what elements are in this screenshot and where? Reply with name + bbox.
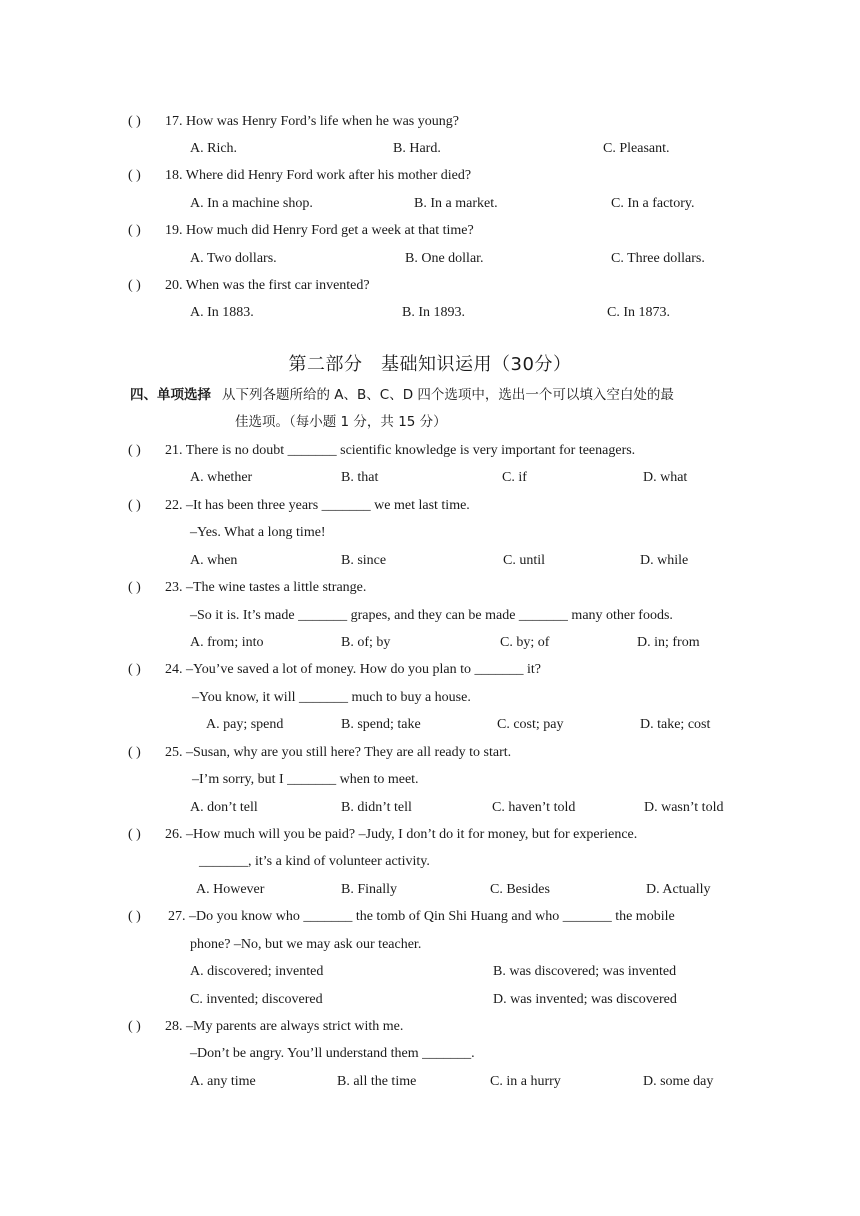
answer-blank: ( ) [128, 745, 141, 760]
question-21-stem: 21. There is no doubt _______ scientific knowledge is very important for teenagers. [165, 443, 636, 458]
question-28-stem: 28. –My parents are always strict with me. [165, 1019, 404, 1034]
question-27-option-a: A. discovered; invented [190, 964, 324, 979]
answer-blank: ( ) [128, 827, 141, 842]
question-27-option-b: B. was discovered; was invented [493, 964, 677, 979]
answer-blank: ( ) [128, 1019, 141, 1034]
question-19-option-c: C. Three dollars. [611, 251, 705, 266]
question-17-stem: 17. How was Henry Ford’s life when he was young? [165, 114, 459, 129]
section-instruction-line1: 从下列各题所给的 A、B、C、D 四个选项中，选出一个可以填入空白处的最 [222, 387, 674, 403]
section-heading: 四、单项选择 [130, 387, 211, 403]
question-24-option-c: C. cost; pay [497, 717, 564, 732]
question-17-option-c: C. Pleasant. [603, 141, 670, 156]
question-22-option-d: D. while [640, 553, 689, 568]
question-28-option-a: A. any time [190, 1074, 256, 1089]
question-27-option-d: D. was invented; was discovered [493, 992, 677, 1007]
question-24-option-d: D. take; cost [640, 717, 711, 732]
answer-blank: ( ) [128, 498, 141, 513]
question-25-option-d: D. wasn’t told [644, 800, 724, 815]
answer-blank: ( ) [128, 662, 141, 677]
question-26-option-d: D. Actually [646, 882, 711, 897]
question-26-stem: 26. –How much will you be paid? –Judy, I don’t do it for money, but for experience. [165, 827, 638, 842]
question-20-stem: 20. When was the first car invented? [165, 278, 370, 293]
answer-blank: ( ) [128, 909, 141, 924]
question-24-option-a: A. pay; spend [206, 717, 284, 732]
question-23-option-d: D. in; from [637, 635, 700, 650]
question-28-option-b: B. all the time [337, 1074, 417, 1089]
question-23-stem: 23. –The wine tastes a little strange. [165, 580, 367, 595]
question-25-line2: –I’m sorry, but I _______ when to meet. [192, 772, 419, 787]
question-24-line2: –You know, it will _______ much to buy a house. [192, 690, 471, 705]
question-26-option-a: A. However [196, 882, 265, 897]
question-20-option-a: A. In 1883. [190, 305, 254, 320]
question-17-option-b: B. Hard. [393, 141, 441, 156]
question-22-option-c: C. until [503, 553, 546, 568]
question-22-stem: 22. –It has been three years _______ we met last time. [165, 498, 470, 513]
answer-blank: ( ) [128, 580, 141, 595]
question-18-option-b: B. In a market. [414, 196, 498, 211]
question-24-stem: 24. –You’ve saved a lot of money. How do you plan to _______ it? [165, 662, 542, 677]
answer-blank: ( ) [128, 114, 141, 129]
question-24-option-b: B. spend; take [341, 717, 421, 732]
question-23-line2: –So it is. It’s made _______ grapes, and they can be made _______ many other foods. [190, 608, 673, 623]
question-27-stem: 27. –Do you know who _______ the tomb of Qin Shi Huang and who _______ the mobile [168, 909, 675, 924]
question-19-option-b: B. One dollar. [405, 251, 484, 266]
question-28-option-d: D. some day [643, 1074, 714, 1089]
question-27-option-c: C. invented; discovered [190, 992, 323, 1007]
question-18-option-a: A. In a machine shop. [190, 196, 313, 211]
question-18-stem: 18. Where did Henry Ford work after his mother died? [165, 168, 472, 183]
question-22-option-a: A. when [190, 553, 238, 568]
question-22-line2: –Yes. What a long time! [190, 525, 326, 540]
answer-blank: ( ) [128, 223, 141, 238]
question-19-option-a: A. Two dollars. [190, 251, 277, 266]
question-26-option-c: C. Besides [490, 882, 550, 897]
question-22-option-b: B. since [341, 553, 387, 568]
answer-blank: ( ) [128, 443, 141, 458]
question-25-stem: 25. –Susan, why are you still here? They are all ready to start. [165, 745, 512, 760]
part-title: 第二部分 基础知识运用（30分） [288, 354, 572, 375]
question-26-line2: _______, it’s a kind of volunteer activity. [199, 854, 430, 869]
question-17-option-a: A. Rich. [190, 141, 238, 156]
question-20-option-b: B. In 1893. [402, 305, 465, 320]
section-instruction-line2: 佳选项。（每小题 1 分，共 15 分） [235, 414, 447, 430]
question-18-option-c: C. In a factory. [611, 196, 695, 211]
question-23-option-a: A. from; into [190, 635, 264, 650]
question-25-option-a: A. don’t tell [190, 800, 258, 815]
question-21-option-a: A. whether [190, 470, 253, 485]
question-21-option-b: B. that [341, 470, 379, 485]
question-25-option-b: B. didn’t tell [341, 800, 412, 815]
question-25-option-c: C. haven’t told [492, 800, 576, 815]
question-21-option-d: D. what [643, 470, 688, 485]
question-28-line2: –Don’t be angry. You’ll understand them _______. [190, 1046, 475, 1061]
question-23-option-c: C. by; of [500, 635, 550, 650]
question-28-option-c: C. in a hurry [490, 1074, 561, 1089]
question-26-option-b: B. Finally [341, 882, 398, 897]
question-23-option-b: B. of; by [341, 635, 391, 650]
question-21-option-c: C. if [502, 470, 527, 485]
question-19-stem: 19. How much did Henry Ford get a week at that time? [165, 223, 474, 238]
question-20-option-c: C. In 1873. [607, 305, 670, 320]
answer-blank: ( ) [128, 168, 141, 183]
answer-blank: ( ) [128, 278, 141, 293]
question-27-line2: phone? –No, but we may ask our teacher. [190, 937, 422, 952]
